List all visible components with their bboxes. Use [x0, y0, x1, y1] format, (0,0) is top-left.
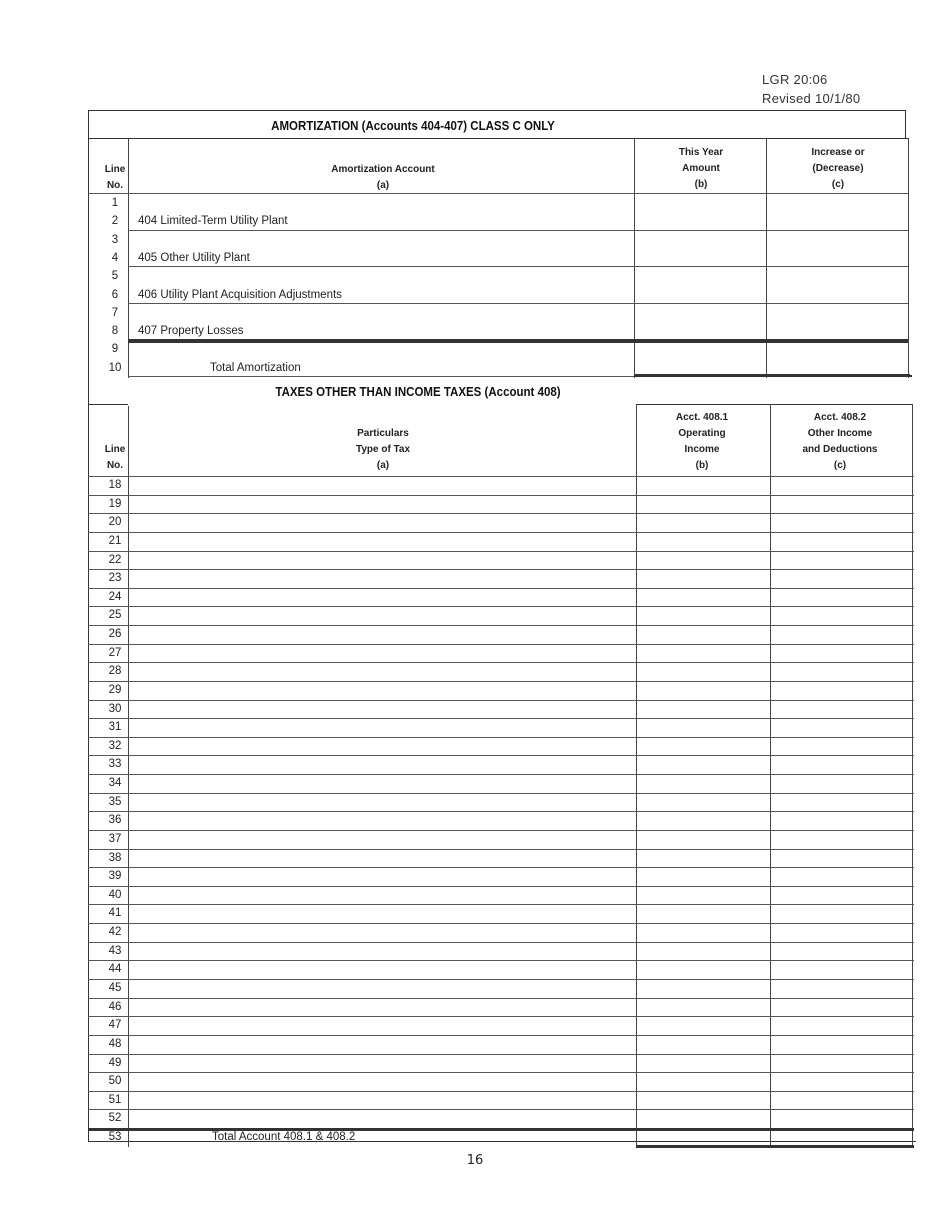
tax-row-rule	[88, 1016, 914, 1017]
amort-header-this-year: This Year Amount (b)	[678, 147, 724, 190]
amort-row-rule	[128, 303, 908, 304]
tax-line-number: 20	[108, 516, 122, 529]
amort-line-number: 10	[108, 361, 122, 374]
tax-row-rule	[88, 811, 914, 812]
tax-line-number: 43	[108, 944, 122, 957]
amort-line-number: 8	[111, 325, 119, 338]
tax-row-rule	[88, 774, 914, 775]
amort-line-number: 5	[111, 270, 119, 283]
amort-account-label: 405 Other Utility Plant	[138, 251, 250, 264]
amortization-title: AMORTIZATION (Accounts 404-407) CLASS C ONLY	[271, 119, 555, 133]
tax-line-number: 38	[108, 851, 122, 864]
tax-line-number: 19	[108, 497, 122, 510]
amort-line-number: 7	[111, 306, 119, 319]
page-number: 16	[466, 1153, 484, 1168]
tax-title-rule	[88, 404, 128, 405]
tax-row-rule	[88, 569, 914, 570]
tax-line-number: 51	[108, 1093, 122, 1106]
tax-row-rule	[88, 960, 914, 961]
tax-line-number: 35	[108, 795, 122, 808]
tax-row-rule	[88, 532, 914, 533]
amort-line-number: 2	[111, 215, 119, 228]
taxes-title: TAXES OTHER THAN INCOME TAXES (Account 408)	[275, 385, 561, 399]
tax-row-rule	[88, 662, 914, 663]
amort-row-rule	[128, 266, 908, 267]
tax-row-rule	[88, 513, 914, 514]
tax-row-rule	[88, 755, 914, 756]
tax-line-number: 50	[108, 1075, 122, 1088]
tax-row-rule	[88, 979, 914, 980]
tax-line-number: 24	[108, 590, 122, 603]
tax-line-number: 46	[108, 1000, 122, 1013]
tax-row-rule	[88, 681, 914, 682]
tax-line-number: 32	[108, 739, 122, 752]
tax-row-rule	[88, 830, 914, 831]
form-code: LGR 20:06	[762, 72, 828, 87]
amort-account-label: 407 Property Losses	[138, 325, 244, 338]
tax-row-rule	[88, 886, 914, 887]
tax-line-number: 44	[108, 963, 122, 976]
tax-row-rule	[88, 700, 914, 701]
tax-row-rule	[88, 1109, 914, 1110]
amort-line-number: 9	[111, 343, 119, 356]
tax-line-number: 41	[108, 907, 122, 920]
tax-total-label: Total Account 408.1 & 408.2	[212, 1131, 356, 1144]
tax-line-number: 28	[108, 665, 122, 678]
amort-account-label: 406 Utility Plant Acquisition Adjustments	[138, 288, 342, 301]
tax-row-rule	[88, 923, 914, 924]
tax-header-other: Acct. 408.2 Other Income and Deductions (c)	[802, 412, 878, 471]
tax-line-number: 25	[108, 609, 122, 622]
tax-line-number: 53	[108, 1131, 122, 1144]
tax-row-rule	[88, 625, 914, 626]
tax-row-rule	[88, 606, 914, 607]
amort-header-line-no: Line No.	[104, 164, 126, 191]
tax-row-rule	[88, 551, 914, 552]
tax-line-number: 21	[108, 534, 122, 547]
tax-header-operating: Acct. 408.1 Operating Income (b)	[675, 412, 729, 471]
tax-row-rule	[88, 849, 914, 850]
tax-row-rule	[88, 867, 914, 868]
form-header	[762, 70, 860, 108]
amort-account-label: 404 Limited-Term Utility Plant	[138, 215, 288, 228]
tax-title-rule-right	[636, 404, 912, 405]
tax-line-number: 37	[108, 832, 122, 845]
tax-line-number: 42	[108, 926, 122, 939]
tax-line-number: 47	[108, 1019, 122, 1032]
amort-right-edge	[908, 138, 909, 378]
tax-title-top-rule	[636, 375, 912, 377]
tax-row-rule	[88, 998, 914, 999]
tax-row-rule	[88, 588, 914, 589]
tax-total-bottom-rule	[636, 1145, 914, 1148]
tax-line-number: 45	[108, 982, 122, 994]
tax-line-number: 29	[108, 683, 122, 696]
tax-line-number: 26	[108, 628, 122, 641]
tax-row-rule	[88, 1072, 914, 1073]
amort-total-label: Total Amortization	[210, 361, 301, 374]
tax-row-rule	[88, 737, 914, 738]
amort-row-rule	[128, 230, 908, 231]
tax-line-number: 36	[108, 814, 122, 827]
tax-line-number: 39	[108, 870, 122, 883]
frame-right-top	[905, 110, 906, 138]
tax-line-number: 30	[108, 702, 122, 715]
tax-row-rule	[88, 718, 914, 719]
amort-line-number: 4	[111, 251, 119, 264]
tax-row-rule	[88, 942, 914, 943]
tax-line-number: 27	[108, 646, 122, 659]
revised-date: Revised 10/1/80	[762, 91, 861, 106]
tax-row-rule	[88, 1091, 914, 1092]
tax-line-number: 49	[108, 1056, 122, 1069]
amort-header-change: Increase or (Decrease) (c)	[811, 147, 865, 190]
tax-header-particulars: Particulars Type of Tax (a)	[355, 428, 411, 471]
tax-row-rule	[88, 904, 914, 905]
tax-row-rule	[88, 644, 914, 645]
frame-top	[88, 110, 906, 111]
tax-line-number: 40	[108, 888, 122, 901]
tax-line-number: 33	[108, 758, 122, 771]
tax-header-line-no: Line No.	[104, 444, 126, 471]
tax-line-number: 52	[108, 1112, 122, 1125]
amort-title-rule	[88, 138, 908, 139]
tax-row-rule	[88, 495, 914, 496]
tax-line-number: 23	[108, 572, 122, 585]
tax-line-number: 22	[108, 553, 122, 566]
amort-line-number: 1	[111, 197, 119, 209]
tax-row-rule	[88, 793, 914, 794]
amort-line-number: 6	[111, 288, 119, 301]
amort-header-account: Amortization Account (a)	[331, 164, 435, 191]
tax-line-number: 18	[108, 479, 122, 491]
tax-line-number: 48	[108, 1037, 122, 1050]
amort-line-number: 3	[111, 233, 119, 246]
tax-row-rule	[88, 1054, 914, 1055]
tax-header-rule	[88, 476, 914, 477]
tax-line-number: 31	[108, 721, 122, 734]
tax-line-number: 34	[108, 777, 122, 790]
amort-header-rule	[88, 193, 908, 194]
tax-row-rule	[88, 1035, 914, 1036]
amort-row-rule	[128, 339, 908, 343]
